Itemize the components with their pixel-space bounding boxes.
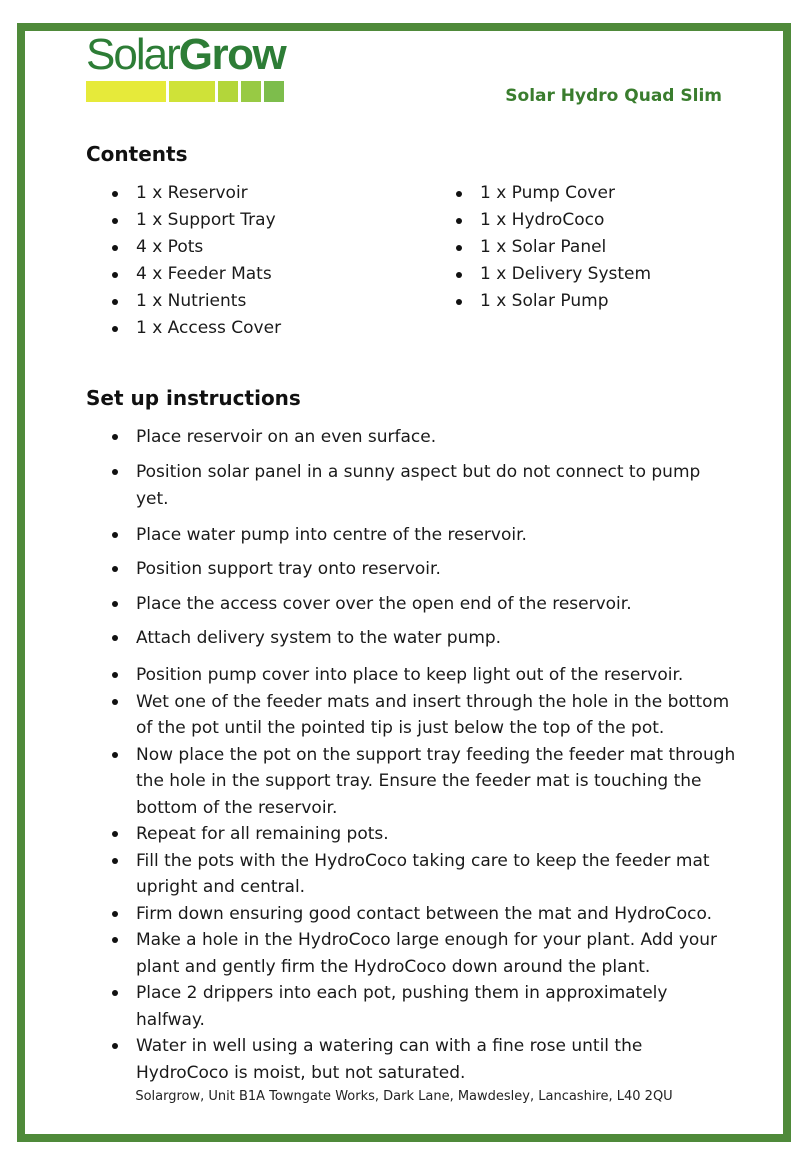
setup-step: Position solar panel in a sunny aspect but do not connect to pump yet. <box>86 459 736 512</box>
setup-step: Place the access cover over the open end of the reservoir. <box>86 591 736 618</box>
logo-bar <box>241 81 261 102</box>
logo-bar <box>169 81 215 102</box>
setup-step: Water in well using a watering can with a fine rose until the HydroCoco is moist, but not saturated. <box>86 1033 736 1086</box>
logo-color-bars <box>86 81 284 102</box>
document-title: Solar Hydro Quad Slim <box>505 86 722 106</box>
logo-wordmark <box>86 31 285 79</box>
contents-item: 1 x Delivery System <box>430 261 651 288</box>
logo-text-grow: Grow <box>178 30 286 79</box>
contents-item: 4 x Feeder Mats <box>86 261 281 288</box>
contents-item: 1 x Access Cover <box>86 315 281 342</box>
setup-step: Fill the pots with the HydroCoco taking care to keep the feeder mat upright and central. <box>86 848 736 901</box>
solargrow-logo <box>86 30 301 105</box>
logo-bar <box>218 81 238 102</box>
logo-bar <box>86 81 166 102</box>
contents-heading: Contents <box>86 142 188 166</box>
contents-item: 1 x Pump Cover <box>430 180 651 207</box>
setup-step: Place water pump into centre of the reservoir. <box>86 522 736 549</box>
setup-step: Wet one of the feeder mats and insert through the hole in the bottom of the pot until the pointed tip is just below the top of the pot. <box>86 689 736 742</box>
setup-step: Position support tray onto reservoir. <box>86 556 736 583</box>
contents-item: 4 x Pots <box>86 234 281 261</box>
contents-list-left <box>86 180 281 342</box>
setup-instructions-list <box>86 424 736 1086</box>
setup-step: Attach delivery system to the water pump. <box>86 625 736 652</box>
contents-item: 1 x Solar Panel <box>430 234 651 261</box>
footer-address: Solargrow, Unit B1A Towngate Works, Dark Lane, Mawdesley, Lancashire, L40 2QU <box>135 1089 673 1104</box>
contents-item: 1 x HydroCoco <box>430 207 651 234</box>
setup-step: Position pump cover into place to keep light out of the reservoir. <box>86 662 736 689</box>
setup-step: Now place the pot on the support tray feeding the feeder mat through the hole in the support tray. Ensure the feeder mat is touching the bottom of the reservoir. <box>86 742 736 822</box>
setup-step: Place reservoir on an even surface. <box>86 424 736 451</box>
contents-item: 1 x Solar Pump <box>430 288 651 315</box>
setup-step: Place 2 drippers into each pot, pushing them in approximately halfway. <box>86 980 736 1033</box>
setup-heading: Set up instructions <box>86 386 301 410</box>
contents-item: 1 x Nutrients <box>86 288 281 315</box>
setup-step: Make a hole in the HydroCoco large enough for your plant. Add your plant and gently firm the HydroCoco down around the plant. <box>86 927 736 980</box>
contents-item: 1 x Reservoir <box>86 180 281 207</box>
contents-item: 1 x Support Tray <box>86 207 281 234</box>
setup-step: Repeat for all remaining pots. <box>86 821 736 848</box>
setup-step: Firm down ensuring good contact between the mat and HydroCoco. <box>86 901 736 928</box>
logo-text-solar: Solar <box>86 30 179 79</box>
contents-list-right <box>430 180 651 315</box>
logo-bar <box>264 81 284 102</box>
